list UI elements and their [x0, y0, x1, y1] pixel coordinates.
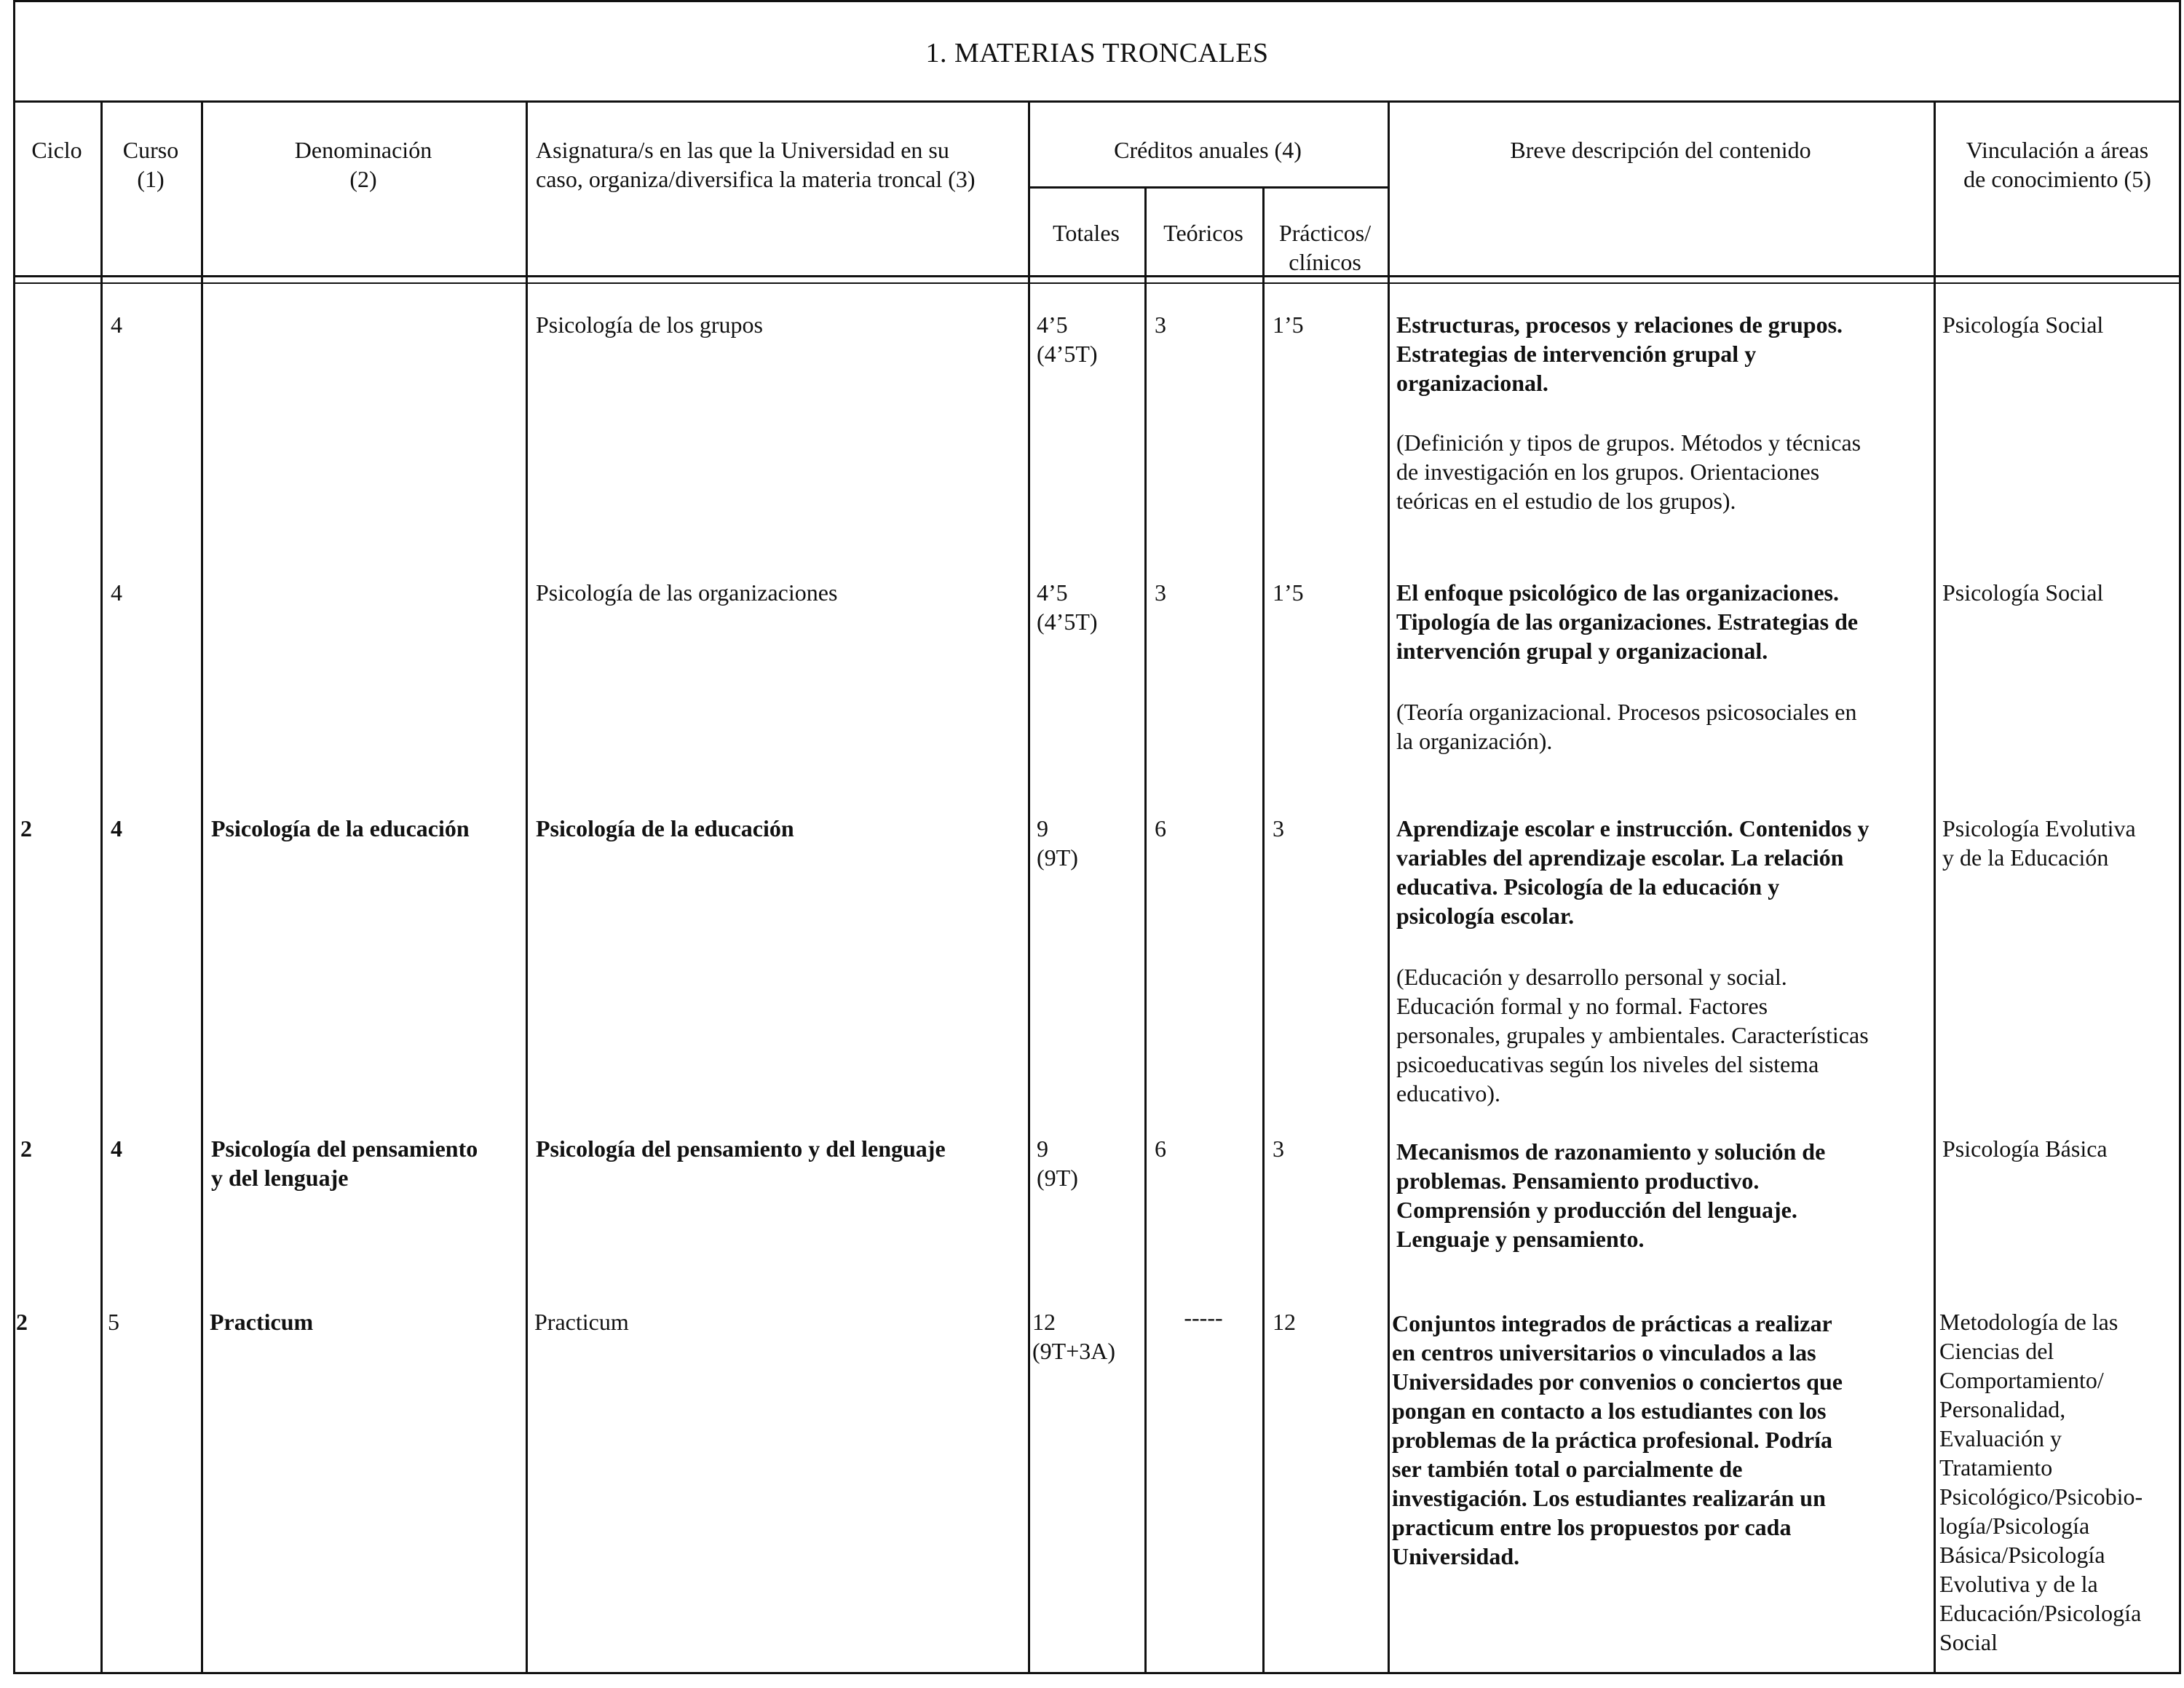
creditos-subheader-divider [1028, 186, 1388, 189]
row-curso: 4 [111, 815, 122, 841]
col-divider-6 [1262, 186, 1265, 1674]
row-asignatura: Psicología de las organizaciones [536, 579, 838, 606]
header-denominacion: Denominación (2) [294, 137, 432, 192]
row-vinculacion: Psicología Social [1942, 312, 2104, 338]
row-curso: 4 [111, 312, 122, 338]
row-curso: 5 [108, 1309, 119, 1335]
row-vinculacion: Psicología Social [1942, 579, 2104, 606]
row-practicos: 1’5 [1273, 312, 1304, 338]
row-totales: 12 (9T+3A) [1032, 1309, 1116, 1364]
row-asignatura: Psicología de los grupos [536, 312, 763, 338]
row-teoricos: 3 [1155, 312, 1166, 338]
row-teoricos: 3 [1155, 579, 1166, 606]
header-teoricos: Teóricos [1163, 220, 1243, 246]
col-divider-1 [100, 100, 103, 1674]
row-ciclo: 2 [20, 815, 32, 841]
row-teoricos: ----- [1184, 1304, 1223, 1331]
header-bottom-divider-2 [13, 282, 2181, 284]
row-description-main: Conjuntos integrados de prácticas a realizar en centros universitarios o vinculados a las Universidades por convenios o conciertos que pongan en contacto a los estudiantes con los problemas de la práctica profesional. Podría ser también total o parcialmente de investigación. Los estudiantes realizarán un practicum entre los propuestos por cada Universidad. [1392, 1310, 1843, 1569]
row-practicos: 3 [1273, 815, 1284, 841]
row-asignatura: Psicología de la educación [536, 815, 794, 841]
row-vinculacion: Psicología Evolutiva y de la Educación [1942, 815, 2136, 871]
col-divider-8 [1934, 100, 1936, 1674]
row-description-main: El enfoque psicológico de las organizaciones. Tipología de las organizaciones. Estrategias de intervención grupal y organizacional. [1396, 579, 1859, 664]
col-divider-2 [201, 100, 203, 1674]
row-practicos: 3 [1273, 1136, 1284, 1162]
row-practicos: 12 [1273, 1309, 1296, 1335]
col-divider-4 [1028, 100, 1030, 1674]
row-teoricos: 6 [1155, 1136, 1166, 1162]
row-description-main: Aprendizaje escolar e instrucción. Contenidos y variables del aprendizaje escolar. La relación educativa. Psicología de la educación y psicología escolar. [1396, 815, 1870, 929]
row-ciclo: 2 [16, 1309, 28, 1335]
row-vinculacion: Metodología de las Ciencias del Comportamiento/ Personalidad, Evaluación y Tratamiento Psicológico/Psicobio- logía/Psicología Básica/Psicología Evolutiva y de la Educación/Psicología Social [1939, 1309, 2143, 1655]
row-curso: 4 [111, 1136, 122, 1162]
row-totales: 4’5 (4’5T) [1037, 579, 1098, 635]
row-denominacion: Practicum [210, 1309, 314, 1335]
row-description-main: Mecanismos de razonamiento y solución de problemas. Pensamiento productivo. Comprensión y producción del lenguaje. Lenguaje y pensamiento. [1396, 1138, 1826, 1252]
title-divider [13, 100, 2181, 103]
row-denominacion: Psicología del pensamiento y del lenguaje [211, 1136, 478, 1191]
row-totales: 9 (9T) [1037, 1136, 1078, 1191]
header-ciclo: Ciclo [31, 137, 82, 163]
row-totales: 9 (9T) [1037, 815, 1078, 871]
row-description-main: Estructuras, procesos y relaciones de grupos. Estrategias de intervención grupal y organizacional. [1396, 312, 1843, 396]
row-description-detail: (Educación y desarrollo personal y social. Educación formal y no formal. Factores personales, grupales y ambientales. Características psicoeducativas según los niveles del sistema educativo). [1396, 964, 1869, 1106]
row-practicos: 1’5 [1273, 579, 1304, 606]
row-totales: 4’5 (4’5T) [1037, 312, 1098, 367]
table-title: 1. MATERIAS TRONCALES [925, 38, 1269, 68]
row-description-detail: (Teoría organizacional. Procesos psicosociales en la organización). [1396, 699, 1857, 754]
col-divider-7 [1388, 100, 1390, 1674]
row-denominacion: Psicología de la educación [211, 815, 470, 841]
header-bottom-divider [13, 275, 2181, 277]
header-vinculacion: Vinculación a áreas de conocimiento (5) [1963, 137, 2151, 192]
col-divider-5 [1144, 186, 1147, 1674]
col-divider-3 [526, 100, 528, 1674]
header-asignaturas: Asignatura/s en las que la Universidad en su caso, organiza/diversifica la materia troncal (3) [536, 137, 976, 192]
row-asignatura: Psicología del pensamiento y del lenguaje [536, 1136, 946, 1162]
header-totales: Totales [1053, 220, 1120, 246]
row-ciclo: 2 [20, 1136, 32, 1162]
header-descripcion: Breve descripción del contenido [1510, 137, 1811, 163]
row-asignatura: Practicum [534, 1309, 629, 1335]
row-teoricos: 6 [1155, 815, 1166, 841]
row-description-detail: (Definición y tipos de grupos. Métodos y técnicas de investigación en los grupos. Orientaciones teóricas en el estudio de los grupos). [1396, 429, 1861, 514]
header-curso: Curso (1) [122, 137, 179, 192]
row-curso: 4 [111, 579, 122, 606]
header-creditos: Créditos anuales (4) [1114, 137, 1302, 163]
header-practicos: Prácticos/ clínicos [1278, 220, 1372, 275]
row-vinculacion: Psicología Básica [1942, 1136, 2108, 1162]
